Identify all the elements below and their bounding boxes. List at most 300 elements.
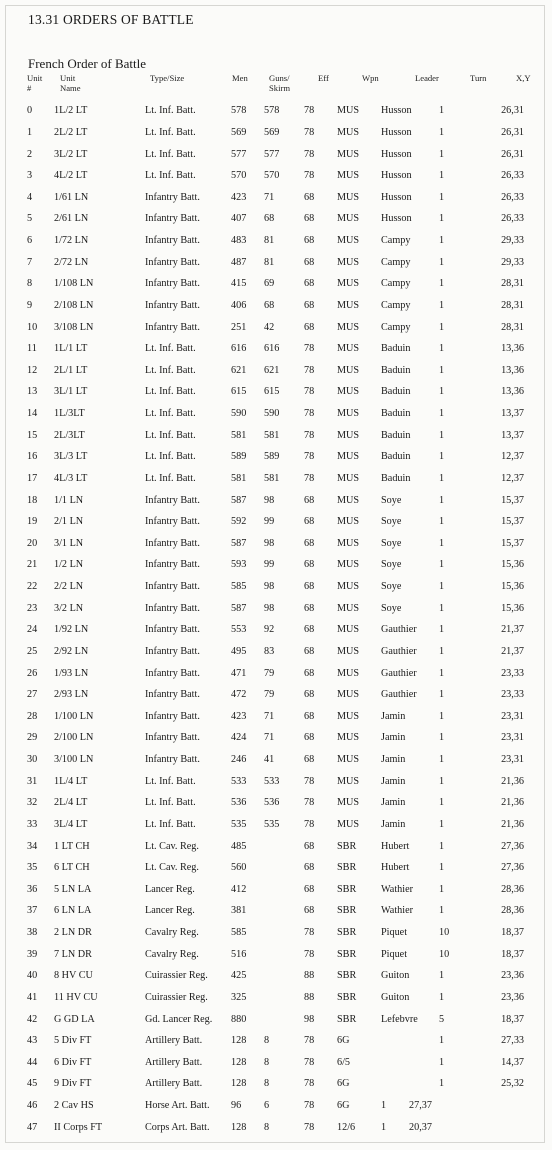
unit-type: Infantry Batt. bbox=[145, 624, 200, 636]
table-row bbox=[0, 1095, 524, 1117]
unit-xy: 28,36 bbox=[501, 883, 524, 895]
unit-xy: 29,33 bbox=[501, 235, 524, 247]
unit-type: Infantry Batt. bbox=[145, 732, 200, 744]
unit-type: Lt. Inf. Batt. bbox=[145, 408, 196, 420]
unit-weapon: MUS bbox=[337, 386, 360, 398]
unit-weapon: MUS bbox=[337, 494, 360, 506]
unit-men: 128 bbox=[231, 1121, 247, 1133]
unit-name: 2L/2 LT bbox=[54, 126, 88, 138]
unit-men: 589 bbox=[231, 451, 247, 463]
unit-turn: 1 bbox=[439, 883, 445, 895]
unit-leader: 1 bbox=[381, 1100, 387, 1112]
unit-xy: 29,33 bbox=[501, 256, 524, 268]
unit-number: 0 bbox=[27, 105, 33, 117]
table-row bbox=[0, 489, 524, 511]
unit-name: 6 LT CH bbox=[54, 862, 90, 874]
unit-xy: 26,31 bbox=[501, 148, 524, 160]
unit-number: 26 bbox=[27, 667, 38, 679]
table-row bbox=[0, 273, 524, 295]
unit-leader: Soye bbox=[381, 581, 402, 593]
unit-eff: 68 bbox=[304, 840, 315, 852]
unit-guns-skirm bbox=[264, 943, 304, 965]
unit-men: 577 bbox=[231, 148, 247, 160]
unit-guns-skirm: 8 bbox=[264, 1121, 270, 1133]
unit-turn: 1 bbox=[439, 213, 445, 225]
unit-guns-skirm: 71 bbox=[264, 191, 275, 203]
unit-guns-skirm: 581 bbox=[264, 429, 280, 441]
unit-number: 30 bbox=[27, 754, 38, 766]
unit-leader: Baduin bbox=[381, 472, 411, 484]
unit-men: 406 bbox=[231, 299, 247, 311]
unit-type: Infantry Batt. bbox=[145, 667, 200, 679]
unit-guns-skirm: 68 bbox=[264, 213, 275, 225]
unit-leader: Campy bbox=[381, 235, 411, 247]
unit-type: Lt. Inf. Batt. bbox=[145, 472, 196, 484]
table-row bbox=[0, 533, 524, 555]
unit-leader: Baduin bbox=[381, 364, 411, 376]
unit-men: 483 bbox=[231, 235, 247, 247]
unit-guns-skirm: 42 bbox=[264, 321, 275, 333]
unit-eff: 78 bbox=[304, 472, 315, 484]
table-row bbox=[0, 403, 524, 425]
unit-type: Infantry Batt. bbox=[145, 516, 200, 528]
unit-name: 2/2 LN bbox=[54, 581, 84, 593]
unit-eff: 78 bbox=[304, 1078, 315, 1090]
table-row bbox=[0, 727, 524, 749]
unit-weapon: MUS bbox=[337, 516, 360, 528]
unit-eff: 68 bbox=[304, 754, 315, 766]
unit-eff: 78 bbox=[304, 1035, 315, 1047]
unit-number: 21 bbox=[27, 559, 38, 571]
unit-leader: Jamin bbox=[381, 775, 406, 787]
header-unit-name: Unit Name bbox=[60, 73, 81, 93]
unit-xy: 21,36 bbox=[501, 818, 524, 830]
unit-number: 37 bbox=[27, 905, 38, 917]
unit-eff: 88 bbox=[304, 970, 315, 982]
unit-name: 6 LN LA bbox=[54, 905, 92, 917]
unit-xy: 12,37 bbox=[501, 472, 524, 484]
unit-guns-skirm: 79 bbox=[264, 689, 275, 701]
unit-xy: 15,37 bbox=[501, 494, 524, 506]
unit-type: Infantry Batt. bbox=[145, 256, 200, 268]
unit-xy: 21,36 bbox=[501, 797, 524, 809]
unit-turn: 1 bbox=[439, 1078, 445, 1090]
unit-xy: 18,37 bbox=[501, 1013, 524, 1025]
unit-weapon: MUS bbox=[337, 191, 360, 203]
unit-type: Infantry Batt. bbox=[145, 235, 200, 247]
table-row bbox=[0, 208, 524, 230]
unit-men: 880 bbox=[231, 1013, 247, 1025]
unit-eff: 68 bbox=[304, 537, 315, 549]
unit-leader: Campy bbox=[381, 256, 411, 268]
unit-number: 38 bbox=[27, 927, 38, 939]
unit-name: 2L/3LT bbox=[54, 429, 85, 441]
unit-type: Cavalry Reg. bbox=[145, 927, 199, 939]
unit-guns-skirm: 71 bbox=[264, 710, 275, 722]
unit-xy bbox=[473, 1095, 524, 1117]
unit-turn: 1 bbox=[439, 170, 445, 182]
unit-leader: Jamin bbox=[381, 797, 406, 809]
unit-type: Infantry Batt. bbox=[145, 494, 200, 506]
unit-xy: 15,36 bbox=[501, 581, 524, 593]
unit-turn: 5 bbox=[439, 1013, 445, 1025]
unit-xy: 15,36 bbox=[501, 602, 524, 614]
unit-number: 31 bbox=[27, 775, 38, 787]
unit-eff: 78 bbox=[304, 429, 315, 441]
unit-men: 423 bbox=[231, 191, 247, 203]
unit-turn: 1 bbox=[439, 862, 445, 874]
unit-weapon: MUS bbox=[337, 235, 360, 247]
unit-number: 4 bbox=[27, 191, 33, 203]
unit-name: 3L/4 LT bbox=[54, 818, 88, 830]
unit-turn: 1 bbox=[439, 364, 445, 376]
table-row bbox=[0, 770, 524, 792]
unit-xy: 14,37 bbox=[501, 1056, 524, 1068]
unit-xy: 13,37 bbox=[501, 408, 524, 420]
unit-weapon: MUS bbox=[337, 797, 360, 809]
unit-weapon: SBR bbox=[337, 862, 357, 874]
unit-xy: 13,36 bbox=[501, 386, 524, 398]
unit-guns-skirm: 578 bbox=[264, 105, 280, 117]
unit-leader: Piquet bbox=[381, 927, 408, 939]
unit-men: 246 bbox=[231, 754, 247, 766]
unit-xy: 21,36 bbox=[501, 775, 524, 787]
unit-guns-skirm: 621 bbox=[264, 364, 280, 376]
unit-type: Artillery Batt. bbox=[145, 1035, 203, 1047]
unit-number: 17 bbox=[27, 472, 38, 484]
unit-xy: 23,36 bbox=[501, 991, 524, 1003]
unit-weapon: 6G bbox=[337, 1100, 350, 1112]
unit-leader: Wathier bbox=[381, 905, 413, 917]
table-row bbox=[0, 122, 524, 144]
unit-type: Lt. Cav. Reg. bbox=[145, 840, 199, 852]
unit-type: Lt. Inf. Batt. bbox=[145, 343, 196, 355]
unit-name: 1/1 LN bbox=[54, 494, 84, 506]
unit-men: 96 bbox=[231, 1100, 242, 1112]
unit-turn: 1 bbox=[439, 645, 445, 657]
unit-men: 536 bbox=[231, 797, 247, 809]
unit-men: 569 bbox=[231, 126, 247, 138]
unit-number: 7 bbox=[27, 256, 33, 268]
unit-guns-skirm: 615 bbox=[264, 386, 280, 398]
unit-xy: 28,36 bbox=[501, 905, 524, 917]
header-men: Men bbox=[232, 73, 248, 83]
unit-xy: 28,31 bbox=[501, 299, 524, 311]
unit-leader: Husson bbox=[381, 191, 412, 203]
unit-men: 593 bbox=[231, 559, 247, 571]
unit-xy bbox=[473, 1116, 524, 1138]
unit-turn: 10 bbox=[439, 948, 450, 960]
unit-name: 1/72 LN bbox=[54, 235, 89, 247]
unit-men: 587 bbox=[231, 602, 247, 614]
unit-turn: 1 bbox=[439, 451, 445, 463]
unit-type: Cavalry Reg. bbox=[145, 948, 199, 960]
unit-name: 3/2 LN bbox=[54, 602, 84, 614]
unit-guns-skirm bbox=[264, 922, 304, 944]
unit-xy: 15,37 bbox=[501, 537, 524, 549]
unit-turn: 1 bbox=[439, 991, 445, 1003]
unit-number: 19 bbox=[27, 516, 38, 528]
unit-men: 495 bbox=[231, 645, 247, 657]
unit-name: 5 LN LA bbox=[54, 883, 92, 895]
unit-weapon: MUS bbox=[337, 170, 360, 182]
unit-men: 472 bbox=[231, 689, 247, 701]
unit-turn: 1 bbox=[439, 602, 445, 614]
unit-name: 3/100 LN bbox=[54, 754, 94, 766]
unit-weapon: SBR bbox=[337, 840, 357, 852]
header-guns-skirm: Guns/ Skirm bbox=[269, 73, 291, 93]
unit-eff: 68 bbox=[304, 494, 315, 506]
unit-type: Lt. Inf. Batt. bbox=[145, 364, 196, 376]
unit-type: Lancer Reg. bbox=[145, 883, 195, 895]
table-row bbox=[0, 381, 524, 403]
unit-name: 2/92 LN bbox=[54, 645, 89, 657]
unit-turn: 1 bbox=[439, 970, 445, 982]
unit-turn: 1 bbox=[439, 1056, 445, 1068]
unit-turn: 1 bbox=[439, 472, 445, 484]
header-xy: X,Y bbox=[516, 73, 531, 83]
unit-turn: 1 bbox=[439, 516, 445, 528]
unit-xy: 15,36 bbox=[501, 559, 524, 571]
unit-type: Horse Art. Batt. bbox=[145, 1100, 210, 1112]
unit-eff: 78 bbox=[304, 1100, 315, 1112]
unit-eff: 68 bbox=[304, 710, 315, 722]
table-row bbox=[0, 100, 524, 122]
unit-name: II Corps FT bbox=[54, 1121, 103, 1133]
unit-weapon: MUS bbox=[337, 126, 360, 138]
unit-eff: 68 bbox=[304, 213, 315, 225]
unit-men: 425 bbox=[231, 970, 247, 982]
unit-leader: Gauthier bbox=[381, 689, 417, 701]
unit-turn: 1 bbox=[439, 667, 445, 679]
unit-men: 412 bbox=[231, 883, 247, 895]
section-title: French Order of Battle bbox=[28, 56, 147, 71]
unit-guns-skirm: 98 bbox=[264, 494, 275, 506]
unit-weapon: MUS bbox=[337, 321, 360, 333]
unit-name: 3/1 LN bbox=[54, 537, 84, 549]
unit-type: Infantry Batt. bbox=[145, 710, 200, 722]
unit-men: 381 bbox=[231, 905, 247, 917]
unit-eff: 78 bbox=[304, 1056, 315, 1068]
unit-xy: 23,33 bbox=[501, 689, 524, 701]
unit-xy: 23,33 bbox=[501, 667, 524, 679]
unit-weapon: MUS bbox=[337, 732, 360, 744]
unit-men: 560 bbox=[231, 862, 247, 874]
header-type-size: Type/Size bbox=[150, 73, 185, 83]
unit-leader: Jamin bbox=[381, 754, 406, 766]
unit-weapon: MUS bbox=[337, 754, 360, 766]
unit-men: 621 bbox=[231, 364, 247, 376]
unit-turn: 1 bbox=[439, 710, 445, 722]
unit-leader: Soye bbox=[381, 559, 402, 571]
unit-turn: 1 bbox=[439, 840, 445, 852]
unit-leader: Hubert bbox=[381, 840, 410, 852]
table-row bbox=[0, 338, 524, 360]
unit-eff: 68 bbox=[304, 278, 315, 290]
unit-guns-skirm: 98 bbox=[264, 581, 275, 593]
unit-weapon: MUS bbox=[337, 581, 360, 593]
unit-weapon: 6/5 bbox=[337, 1056, 351, 1068]
unit-guns-skirm: 41 bbox=[264, 754, 275, 766]
unit-name: G GD LA bbox=[54, 1013, 95, 1025]
unit-type: Artillery Batt. bbox=[145, 1078, 203, 1090]
unit-men: 325 bbox=[231, 991, 247, 1003]
unit-leader: Campy bbox=[381, 299, 411, 311]
unit-eff: 68 bbox=[304, 645, 315, 657]
unit-men: 585 bbox=[231, 581, 247, 593]
unit-men: 516 bbox=[231, 948, 247, 960]
unit-turn: 10 bbox=[439, 927, 450, 939]
unit-name: 2/108 LN bbox=[54, 299, 94, 311]
unit-weapon: 6G bbox=[337, 1035, 350, 1047]
unit-eff: 68 bbox=[304, 624, 315, 636]
table-row bbox=[0, 446, 524, 468]
unit-leader: Gauthier bbox=[381, 645, 417, 657]
unit-turn: 20,37 bbox=[409, 1121, 432, 1133]
unit-weapon: MUS bbox=[337, 408, 360, 420]
unit-weapon: MUS bbox=[337, 299, 360, 311]
unit-turn: 1 bbox=[439, 321, 445, 333]
table-row bbox=[0, 360, 524, 382]
unit-leader: Hubert bbox=[381, 862, 410, 874]
unit-men: 581 bbox=[231, 429, 247, 441]
unit-eff: 68 bbox=[304, 883, 315, 895]
unit-weapon: MUS bbox=[337, 343, 360, 355]
unit-number: 45 bbox=[27, 1078, 38, 1090]
unit-eff: 78 bbox=[304, 818, 315, 830]
unit-men: 128 bbox=[231, 1078, 247, 1090]
unit-name: 11 HV CU bbox=[54, 991, 98, 1003]
unit-leader: Wathier bbox=[381, 883, 413, 895]
unit-name: 1 LT CH bbox=[54, 840, 90, 852]
unit-leader: Campy bbox=[381, 321, 411, 333]
unit-name: 5 Div FT bbox=[54, 1035, 92, 1047]
unit-guns-skirm: 69 bbox=[264, 278, 275, 290]
unit-number: 34 bbox=[27, 840, 38, 852]
unit-turn: 1 bbox=[439, 624, 445, 636]
unit-number: 27 bbox=[27, 689, 38, 701]
unit-turn: 1 bbox=[439, 408, 445, 420]
table-row bbox=[0, 857, 524, 879]
unit-guns-skirm bbox=[264, 879, 304, 901]
unit-turn: 1 bbox=[439, 278, 445, 290]
unit-eff: 68 bbox=[304, 581, 315, 593]
unit-number: 13 bbox=[27, 386, 38, 398]
table-row bbox=[0, 597, 524, 619]
unit-xy: 13,36 bbox=[501, 364, 524, 376]
unit-eff: 78 bbox=[304, 126, 315, 138]
unit-type: Lt. Cav. Reg. bbox=[145, 862, 199, 874]
unit-guns-skirm: 590 bbox=[264, 408, 280, 420]
unit-name: 2/72 LN bbox=[54, 256, 89, 268]
unit-men: 533 bbox=[231, 775, 247, 787]
table-row bbox=[0, 187, 524, 209]
unit-number: 29 bbox=[27, 732, 38, 744]
unit-guns-skirm: 83 bbox=[264, 645, 275, 657]
unit-leader: Jamin bbox=[381, 710, 406, 722]
unit-xy: 28,31 bbox=[501, 278, 524, 290]
unit-xy: 26,31 bbox=[501, 105, 524, 117]
table-row bbox=[0, 230, 524, 252]
unit-leader: Campy bbox=[381, 278, 411, 290]
unit-men: 471 bbox=[231, 667, 247, 679]
unit-name: 1/100 LN bbox=[54, 710, 94, 722]
unit-leader: Guiton bbox=[381, 970, 410, 982]
table-row bbox=[0, 965, 524, 987]
unit-xy: 26,31 bbox=[501, 126, 524, 138]
header-unit-number: Unit # bbox=[27, 73, 43, 93]
unit-weapon: MUS bbox=[337, 213, 360, 225]
unit-name: 2 Cav HS bbox=[54, 1100, 94, 1112]
unit-number: 23 bbox=[27, 602, 38, 614]
unit-guns-skirm bbox=[264, 987, 304, 1009]
unit-number: 32 bbox=[27, 797, 38, 809]
unit-leader: Soye bbox=[381, 537, 402, 549]
unit-type: Lancer Reg. bbox=[145, 905, 195, 917]
unit-type: Infantry Batt. bbox=[145, 581, 200, 593]
unit-guns-skirm: 98 bbox=[264, 537, 275, 549]
unit-number: 6 bbox=[27, 235, 33, 247]
unit-number: 28 bbox=[27, 710, 38, 722]
unit-leader: Lefebvre bbox=[381, 1013, 418, 1025]
table-row bbox=[0, 943, 524, 965]
unit-leader: Husson bbox=[381, 126, 412, 138]
unit-leader: Husson bbox=[381, 213, 412, 225]
unit-number: 43 bbox=[27, 1035, 38, 1047]
unit-number: 8 bbox=[27, 278, 33, 290]
unit-leader: Husson bbox=[381, 148, 412, 160]
unit-eff: 68 bbox=[304, 256, 315, 268]
unit-eff: 78 bbox=[304, 775, 315, 787]
unit-weapon: SBR bbox=[337, 883, 357, 895]
unit-name: 3L/1 LT bbox=[54, 386, 88, 398]
unit-eff: 78 bbox=[304, 797, 315, 809]
unit-turn: 1 bbox=[439, 775, 445, 787]
unit-turn: 1 bbox=[439, 256, 445, 268]
unit-guns-skirm: 79 bbox=[264, 667, 275, 679]
unit-type: Infantry Batt. bbox=[145, 602, 200, 614]
unit-number: 33 bbox=[27, 818, 38, 830]
unit-weapon: SBR bbox=[337, 927, 357, 939]
unit-type: Lt. Inf. Batt. bbox=[145, 148, 196, 160]
unit-leader: Soye bbox=[381, 516, 402, 528]
unit-xy: 23,36 bbox=[501, 970, 524, 982]
unit-xy: 27,36 bbox=[501, 862, 524, 874]
unit-number: 18 bbox=[27, 494, 38, 506]
unit-eff: 68 bbox=[304, 516, 315, 528]
table-row bbox=[0, 900, 524, 922]
unit-name: 1/93 LN bbox=[54, 667, 89, 679]
unit-name: 1/108 LN bbox=[54, 278, 94, 290]
unit-turn: 1 bbox=[439, 754, 445, 766]
unit-guns-skirm: 616 bbox=[264, 343, 280, 355]
unit-type: Infantry Batt. bbox=[145, 191, 200, 203]
unit-weapon: MUS bbox=[337, 148, 360, 160]
unit-eff: 78 bbox=[304, 170, 315, 182]
table-row bbox=[0, 749, 524, 771]
table-row bbox=[0, 1030, 524, 1052]
unit-eff: 78 bbox=[304, 408, 315, 420]
unit-eff: 68 bbox=[304, 602, 315, 614]
unit-guns-skirm: 8 bbox=[264, 1056, 270, 1068]
unit-name: 1/2 LN bbox=[54, 559, 84, 571]
unit-guns-skirm: 589 bbox=[264, 451, 280, 463]
unit-leader: Jamin bbox=[381, 818, 406, 830]
unit-name: 3L/3 LT bbox=[54, 451, 88, 463]
unit-leader: Baduin bbox=[381, 451, 411, 463]
unit-leader bbox=[381, 1030, 439, 1052]
unit-turn: 1 bbox=[439, 126, 445, 138]
